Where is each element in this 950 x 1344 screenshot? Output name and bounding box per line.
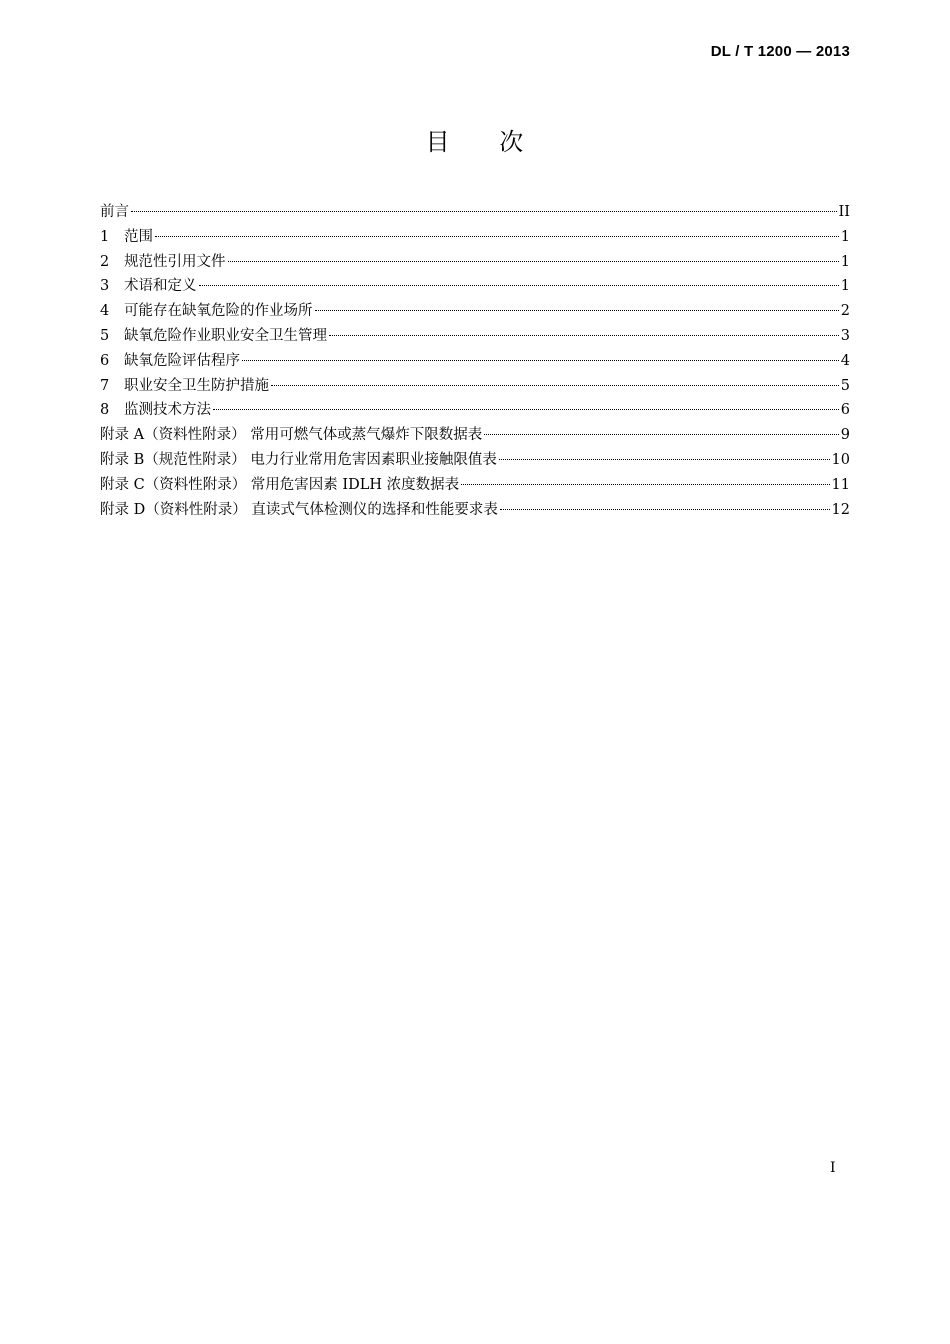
standard-code: DL / T 1200 — 2013: [710, 43, 850, 60]
toc-entry-label: 缺氧危险作业职业安全卫生管理: [124, 327, 327, 344]
toc-entry-2[interactable]: [100, 250, 850, 275]
dot-leader: [461, 484, 829, 485]
toc-entry-appendix-a[interactable]: [100, 423, 850, 448]
toc-entry-page: 2: [840, 303, 850, 320]
toc-entry-number: 1: [100, 228, 110, 245]
dot-leader: [329, 335, 839, 336]
toc-entry-8[interactable]: [100, 398, 850, 423]
toc-entry-1[interactable]: [100, 225, 850, 250]
toc-entry-page: 5: [840, 377, 850, 394]
toc-entry-page: 3: [840, 327, 850, 344]
dot-leader: [315, 310, 839, 311]
toc-entry-label: 缺氧危险评估程序: [124, 352, 240, 369]
page-number: I: [830, 1160, 836, 1176]
toc-entry-label: 可能存在缺氧危险的作业场所: [124, 303, 313, 320]
toc-entry-page: 1: [840, 253, 850, 270]
toc-entry-foreword[interactable]: [100, 200, 850, 225]
toc-entry-page: 9: [840, 427, 850, 444]
toc-entry-page: 6: [840, 402, 850, 419]
toc-entry-page: 4: [840, 352, 850, 369]
toc-entry-number: 2: [100, 253, 110, 270]
toc-entry-label: 前言: [100, 204, 129, 220]
toc-entry-label: 监测技术方法: [124, 402, 211, 419]
toc-entry-label: 附录 B（规范性附录） 电力行业常用危害因素职业接触限值表: [100, 451, 497, 468]
toc-entry-label: 术语和定义: [124, 278, 197, 295]
dot-leader: [155, 236, 839, 237]
toc-entry-label: 附录 A（资料性附录） 常用可燃气体或蒸气爆炸下限数据表: [100, 427, 483, 444]
toc-entry-page: 1: [840, 228, 850, 245]
toc-entry-number: 6: [100, 352, 110, 369]
toc-entry-page: 12: [831, 501, 850, 518]
page-title: 目 次: [425, 128, 525, 156]
toc-entry-label: 附录 D（资料性附录） 直读式气体检测仪的选择和性能要求表: [100, 501, 498, 518]
toc-entry-page: 10: [831, 451, 850, 468]
toc-entry-appendix-d[interactable]: [100, 498, 850, 523]
toc-entry-label: 规范性引用文件: [124, 253, 226, 270]
dot-leader: [499, 459, 830, 460]
toc-entry-5[interactable]: [100, 324, 850, 349]
toc-entry-appendix-c[interactable]: [100, 473, 850, 498]
toc-entry-page: 11: [831, 476, 850, 493]
dot-leader: [484, 434, 839, 435]
dot-leader: [213, 409, 839, 410]
toc-entry-label: 范围: [124, 228, 153, 245]
dot-leader: [500, 509, 830, 510]
toc-entry-page: II: [838, 204, 850, 220]
toc-entry-label: 附录 C（资料性附录） 常用危害因素 IDLH 浓度数据表: [100, 476, 460, 493]
dot-leader: [242, 360, 839, 361]
toc-entry-4[interactable]: [100, 299, 850, 324]
toc-entry-label: 职业安全卫生防护措施: [124, 377, 269, 394]
table-of-contents: [100, 200, 850, 522]
toc-entry-appendix-b[interactable]: [100, 448, 850, 473]
toc-entry-number: 8: [100, 402, 110, 419]
toc-entry-3[interactable]: [100, 274, 850, 299]
dot-leader: [228, 261, 839, 262]
dot-leader: [271, 385, 839, 386]
toc-entry-number: 5: [100, 327, 110, 344]
dot-leader: [199, 285, 839, 286]
toc-entry-number: 4: [100, 303, 110, 320]
toc-entry-number: 7: [100, 377, 110, 394]
toc-entry-number: 3: [100, 278, 110, 295]
toc-entry-6[interactable]: [100, 349, 850, 374]
toc-entry-7[interactable]: [100, 374, 850, 399]
toc-entry-page: 1: [840, 278, 850, 295]
dot-leader: [131, 211, 837, 212]
